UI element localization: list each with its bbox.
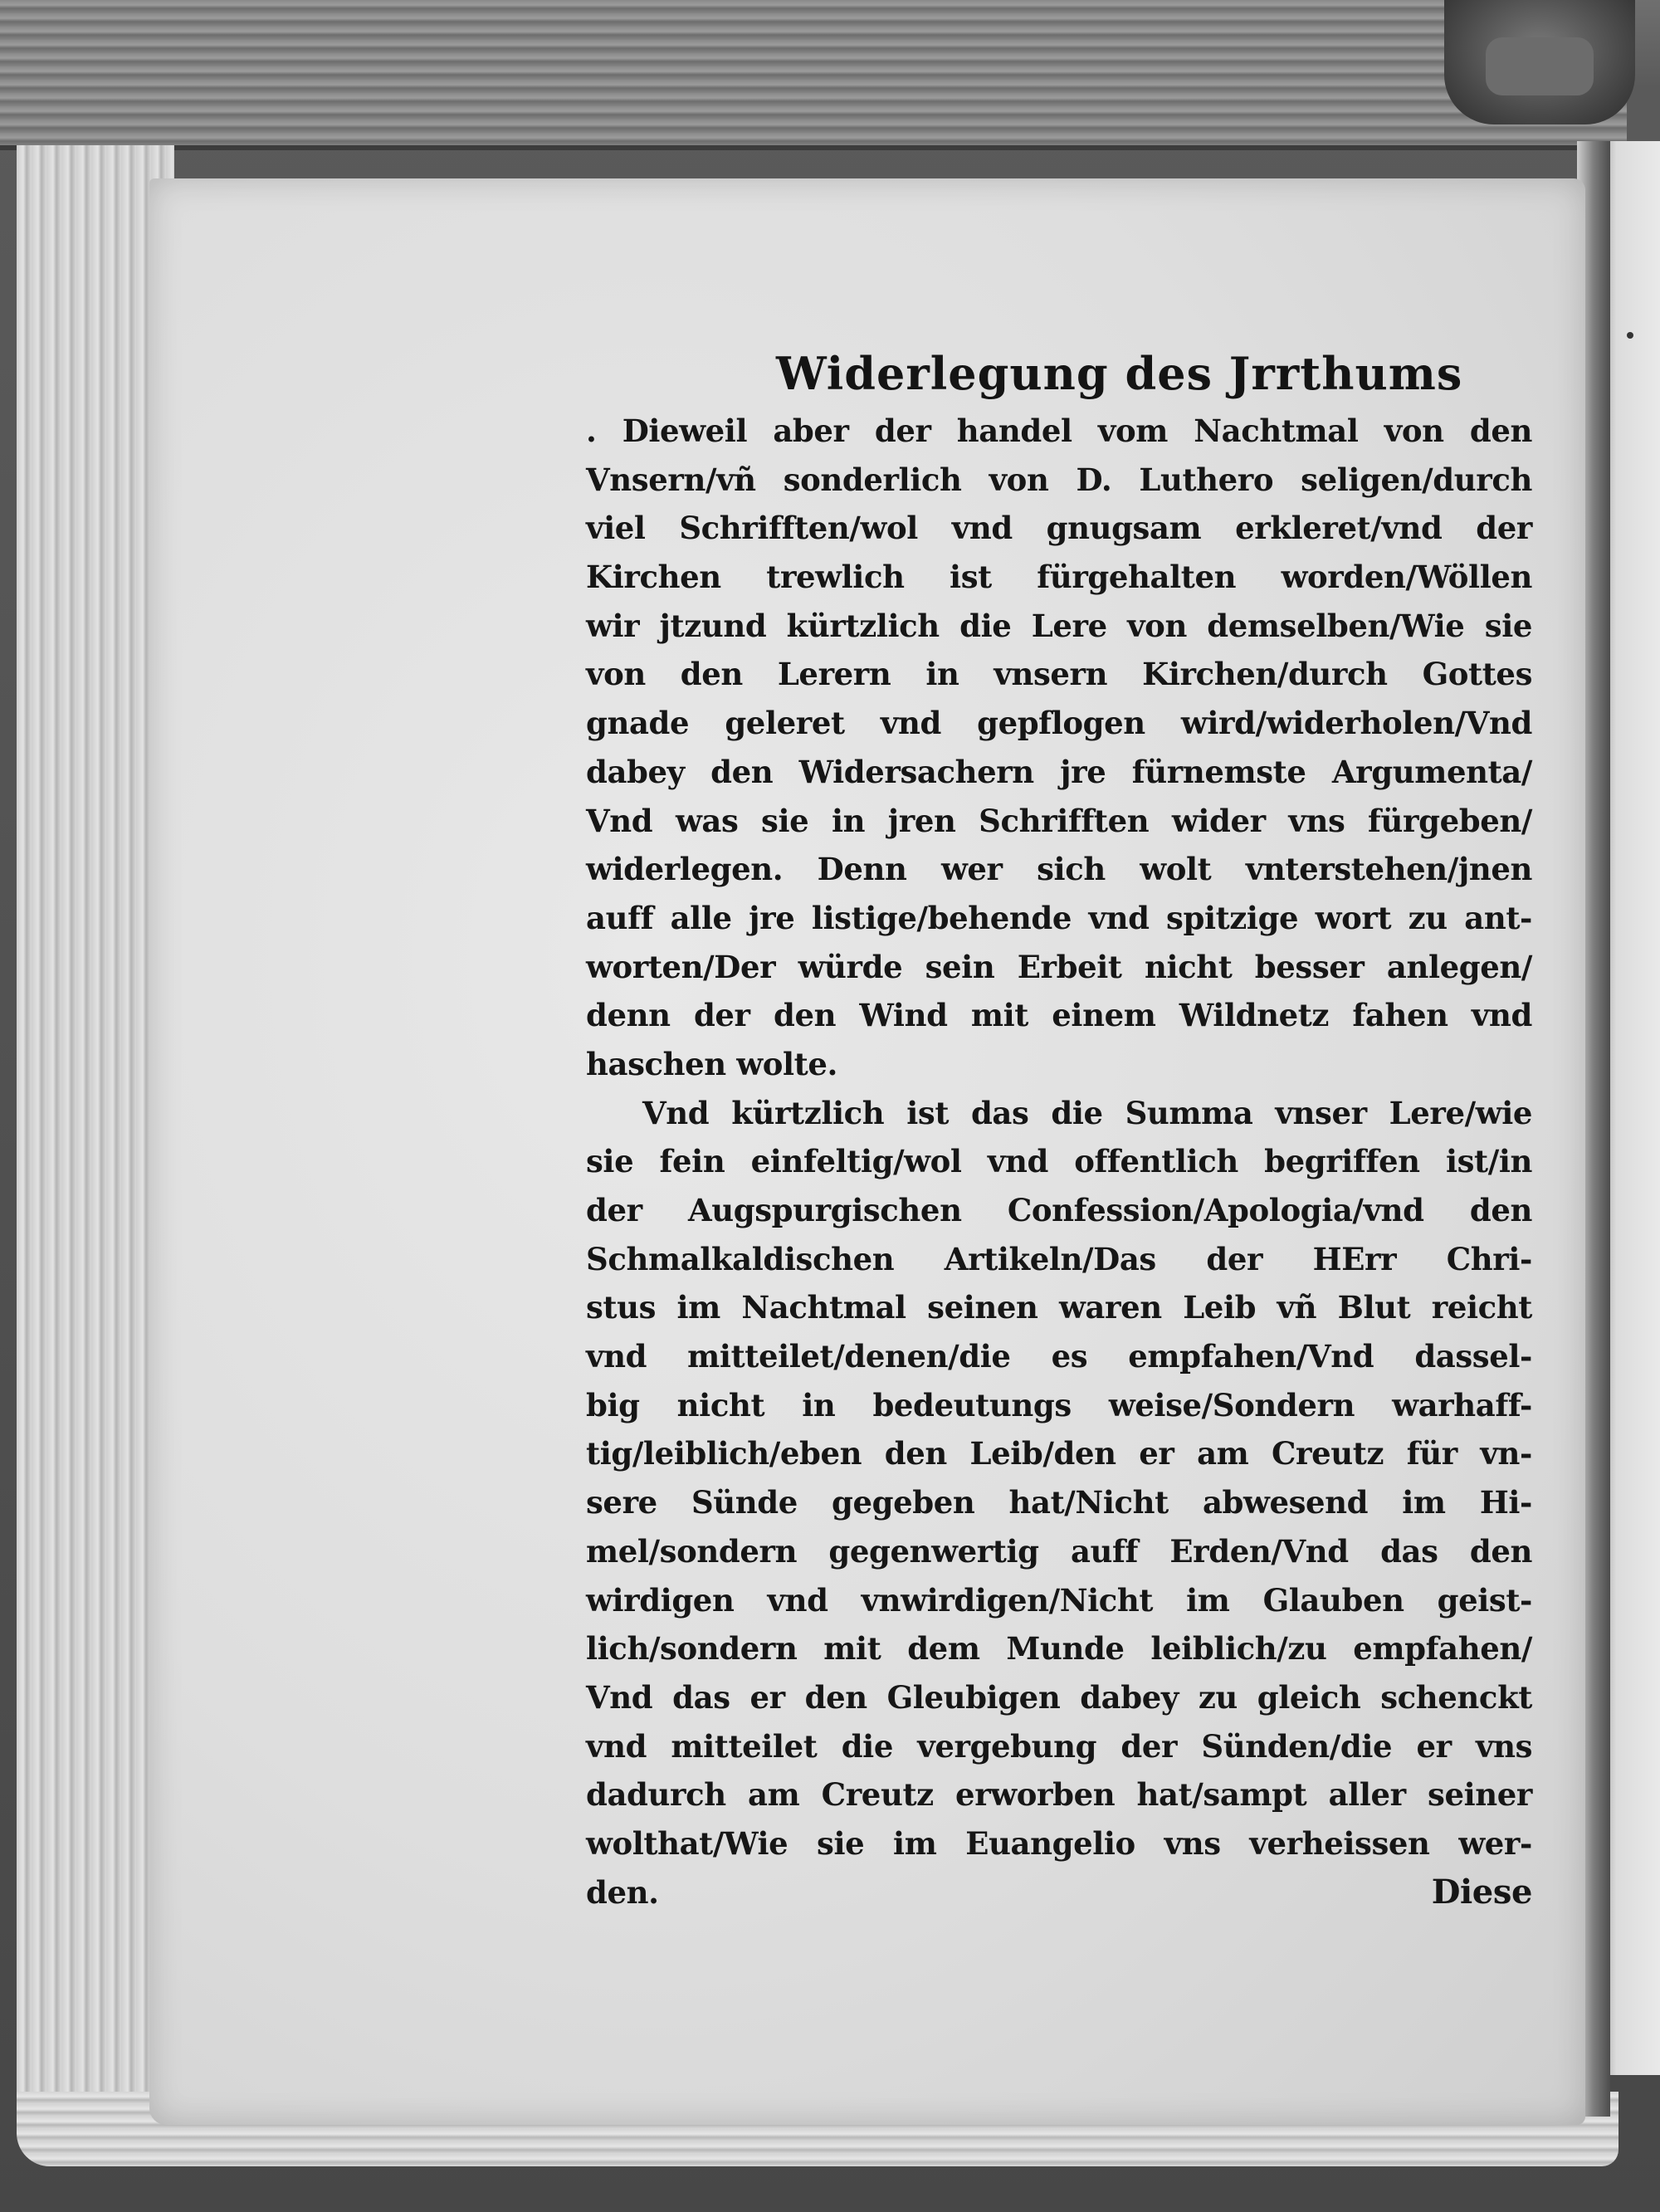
text-line: lich/sondern mit dem Munde leiblich/zu empfahen/ [586,1630,1532,1668]
text-line: sere Sünde gegeben hat/Nicht abwesend im Hi- [586,1484,1532,1521]
text-line: wirdigen vnd vnwirdigen/Nicht im Glauben geist- [586,1581,1532,1619]
text-line: denn der den Wind mit einem Wildnetz fahen vnd [586,997,1532,1034]
text-line: auff alle jre listige/behende vnd spitzige wort zu ant- [586,899,1532,936]
text-line: wir jtzund kürtzlich die Lere von demselben/Wie sie [586,607,1532,644]
text-line: von den Lerern in vnsern Kirchen/durch Gottes [586,656,1532,693]
text-line: vnd mitteilet die vergebung der Sünden/die er vns [586,1727,1532,1765]
text-line: tig/leiblich/eben den Leib/den er am Creutz für vn- [586,1435,1532,1472]
text-line: worten/Der würde sein Erbeit nicht besser anlegen/ [586,948,1532,985]
text-line: haschen wolte. [586,1045,837,1082]
text-line: den. [586,1873,659,1911]
text-line: vnd mitteilet/denen/die es empfahen/Vnd dassel- [586,1338,1532,1375]
last-line-with-catchword [586,1868,1532,1917]
text-line: der Augspurgischen Confession/Apologia/vnd den [586,1192,1532,1228]
text-line: mel/sondern gegenwertig auff Erden/Vnd das den [586,1532,1532,1570]
text-line: . Dieweil aber der handel vom Nachtmal von den [586,413,1532,449]
text-line: Vnd kürtzlich ist das die Summa vnser Lere/wie [642,1094,1532,1131]
text-line: Schmalkaldischen Artikeln/Das der HErr Chri- [586,1240,1532,1277]
margin-mark [1627,332,1633,339]
body-text [586,407,1532,1917]
text-line: Vnd was sie in jren Schrifften wider vns fürgeben/ [586,802,1532,839]
clasp-plate [1486,37,1594,95]
text-line: dabey den Widersachern jre fürnemste Argumenta/ [586,753,1532,790]
text-line: Vnd das er den Gleubigen dabey zu gleich schenckt [586,1678,1532,1716]
text-line: sie fein einfeltig/wol vnd offentlich begriffen ist/in [586,1143,1532,1180]
text-line: Vnsern/vñ sonderlich von D. Luthero seligen/durch [586,461,1532,498]
text-line: dadurch am Creutz erworben hat/sampt aller seiner [586,1776,1532,1814]
text-line: Kirchen trewlich ist fürgehalten worden/Wöllen [586,559,1532,596]
text-line: widerlegen. Denn wer sich wolt vnterstehen/jnen [586,851,1532,888]
text-line: gnade geleret vnd gepflogen wird/widerholen/Vnd [586,705,1532,742]
running-head: Widerlegung des Jrrthums [776,347,1463,400]
page-edges-top [0,0,1627,150]
text-line: stus im Nachtmal seinen waren Leib vñ Blut reicht [586,1289,1532,1326]
text-line: big nicht in bedeutungs weise/Sondern warhaff- [586,1386,1532,1423]
catchword: Diese [1431,1872,1532,1912]
text-line: viel Schrifften/wol vnd gnugsam erkleret/vnd der [586,510,1532,547]
text-line: wolthat/Wie sie im Euangelio vns verheissen wer- [586,1824,1532,1862]
